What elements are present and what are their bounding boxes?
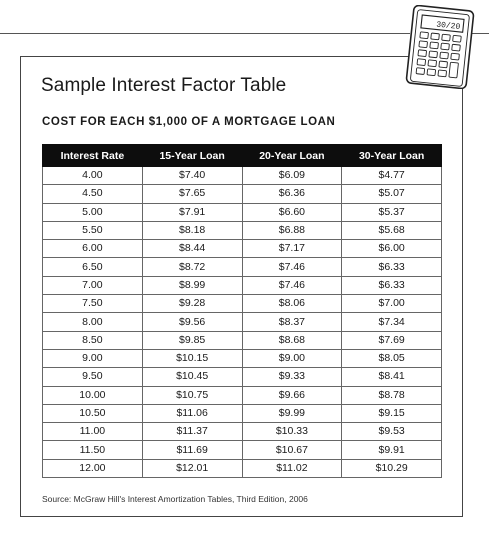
fifteen-year-cell: $8.99	[142, 276, 242, 294]
table-row	[43, 441, 442, 459]
thirty-year-cell: $6.33	[342, 276, 442, 294]
twenty-year-cell: $6.60	[242, 203, 342, 221]
thirty-year-cell: $7.00	[342, 295, 442, 313]
fifteen-year-cell: $9.28	[142, 295, 242, 313]
fifteen-year-cell: $7.65	[142, 185, 242, 203]
interest-rate-cell: 9.00	[43, 349, 143, 367]
fifteen-year-cell: $12.01	[142, 459, 242, 477]
twenty-year-cell: $7.46	[242, 276, 342, 294]
interest-rate-cell: 4.50	[43, 185, 143, 203]
table-row	[43, 167, 442, 185]
table-row	[43, 423, 442, 441]
twenty-year-cell: $9.00	[242, 349, 342, 367]
table-row	[43, 221, 442, 239]
table-row	[43, 240, 442, 258]
twenty-year-cell: $10.67	[242, 441, 342, 459]
thirty-year-cell: $9.15	[342, 404, 442, 422]
thirty-year-cell: $6.33	[342, 258, 442, 276]
fifteen-year-cell: $10.15	[142, 349, 242, 367]
thirty-year-cell: $8.05	[342, 349, 442, 367]
table-row	[43, 276, 442, 294]
calculator-display: 30/20	[435, 20, 461, 32]
fifteen-year-cell: $10.75	[142, 386, 242, 404]
top-divider-line	[0, 33, 410, 34]
twenty-year-cell: $7.46	[242, 258, 342, 276]
table-row	[43, 368, 442, 386]
interest-rate-cell: 9.50	[43, 368, 143, 386]
twenty-year-cell: $9.33	[242, 368, 342, 386]
fifteen-year-cell: $7.91	[142, 203, 242, 221]
source-citation: Source: McGraw Hill's Interest Amortization Tables, Third Edition, 2006	[42, 494, 308, 504]
fifteen-year-cell: $8.18	[142, 221, 242, 239]
table-row	[43, 185, 442, 203]
fifteen-year-cell: $11.06	[142, 404, 242, 422]
fifteen-year-cell: $9.85	[142, 331, 242, 349]
table-row	[43, 313, 442, 331]
table-row	[43, 386, 442, 404]
table-body	[43, 167, 442, 478]
fifteen-year-cell: $11.69	[142, 441, 242, 459]
table-row	[43, 203, 442, 221]
twenty-year-cell: $7.17	[242, 240, 342, 258]
table-row	[43, 331, 442, 349]
twenty-year-cell: $8.06	[242, 295, 342, 313]
interest-rate-cell: 8.00	[43, 313, 143, 331]
interest-rate-cell: 5.50	[43, 221, 143, 239]
column-header-30-year: 30-Year Loan	[342, 145, 442, 167]
fifteen-year-cell: $7.40	[142, 167, 242, 185]
interest-rate-cell: 11.00	[43, 423, 143, 441]
page-title: Sample Interest Factor Table	[41, 75, 287, 96]
interest-factor-table	[42, 144, 442, 478]
thirty-year-cell: $8.41	[342, 368, 442, 386]
fifteen-year-cell: $8.44	[142, 240, 242, 258]
thirty-year-cell: $5.37	[342, 203, 442, 221]
table-row	[43, 295, 442, 313]
column-header-15-year: 15-Year Loan	[142, 145, 242, 167]
thirty-year-cell: $10.29	[342, 459, 442, 477]
twenty-year-cell: $6.09	[242, 167, 342, 185]
thirty-year-cell: $7.69	[342, 331, 442, 349]
interest-rate-cell: 7.50	[43, 295, 143, 313]
calculator-icon	[400, 5, 480, 89]
interest-rate-cell: 11.50	[43, 441, 143, 459]
table-row	[43, 349, 442, 367]
interest-rate-cell: 8.50	[43, 331, 143, 349]
thirty-year-cell: $5.68	[342, 221, 442, 239]
twenty-year-cell: $6.36	[242, 185, 342, 203]
interest-rate-cell: 10.50	[43, 404, 143, 422]
thirty-year-cell: $4.77	[342, 167, 442, 185]
column-header-interest-rate: Interest Rate	[43, 145, 143, 167]
table-subtitle: COST FOR EACH $1,000 OF A MORTGAGE LOAN	[42, 116, 336, 128]
interest-rate-cell: 5.00	[43, 203, 143, 221]
column-header-20-year: 20-Year Loan	[242, 145, 342, 167]
thirty-year-cell: $9.53	[342, 423, 442, 441]
interest-factor-card	[20, 56, 463, 517]
thirty-year-cell: $9.91	[342, 441, 442, 459]
twenty-year-cell: $10.33	[242, 423, 342, 441]
fifteen-year-cell: $9.56	[142, 313, 242, 331]
interest-rate-cell: 4.00	[43, 167, 143, 185]
twenty-year-cell: $9.99	[242, 404, 342, 422]
thirty-year-cell: $5.07	[342, 185, 442, 203]
thirty-year-cell: $7.34	[342, 313, 442, 331]
table-row	[43, 404, 442, 422]
interest-rate-cell: 6.00	[43, 240, 143, 258]
fifteen-year-cell: $8.72	[142, 258, 242, 276]
interest-rate-cell: 10.00	[43, 386, 143, 404]
thirty-year-cell: $8.78	[342, 386, 442, 404]
interest-rate-cell: 6.50	[43, 258, 143, 276]
interest-rate-cell: 7.00	[43, 276, 143, 294]
twenty-year-cell: $11.02	[242, 459, 342, 477]
twenty-year-cell: $6.88	[242, 221, 342, 239]
twenty-year-cell: $8.37	[242, 313, 342, 331]
fifteen-year-cell: $11.37	[142, 423, 242, 441]
table-header-row	[43, 145, 442, 167]
fifteen-year-cell: $10.45	[142, 368, 242, 386]
thirty-year-cell: $6.00	[342, 240, 442, 258]
table-row	[43, 459, 442, 477]
interest-rate-cell: 12.00	[43, 459, 143, 477]
twenty-year-cell: $8.68	[242, 331, 342, 349]
twenty-year-cell: $9.66	[242, 386, 342, 404]
table-row	[43, 258, 442, 276]
